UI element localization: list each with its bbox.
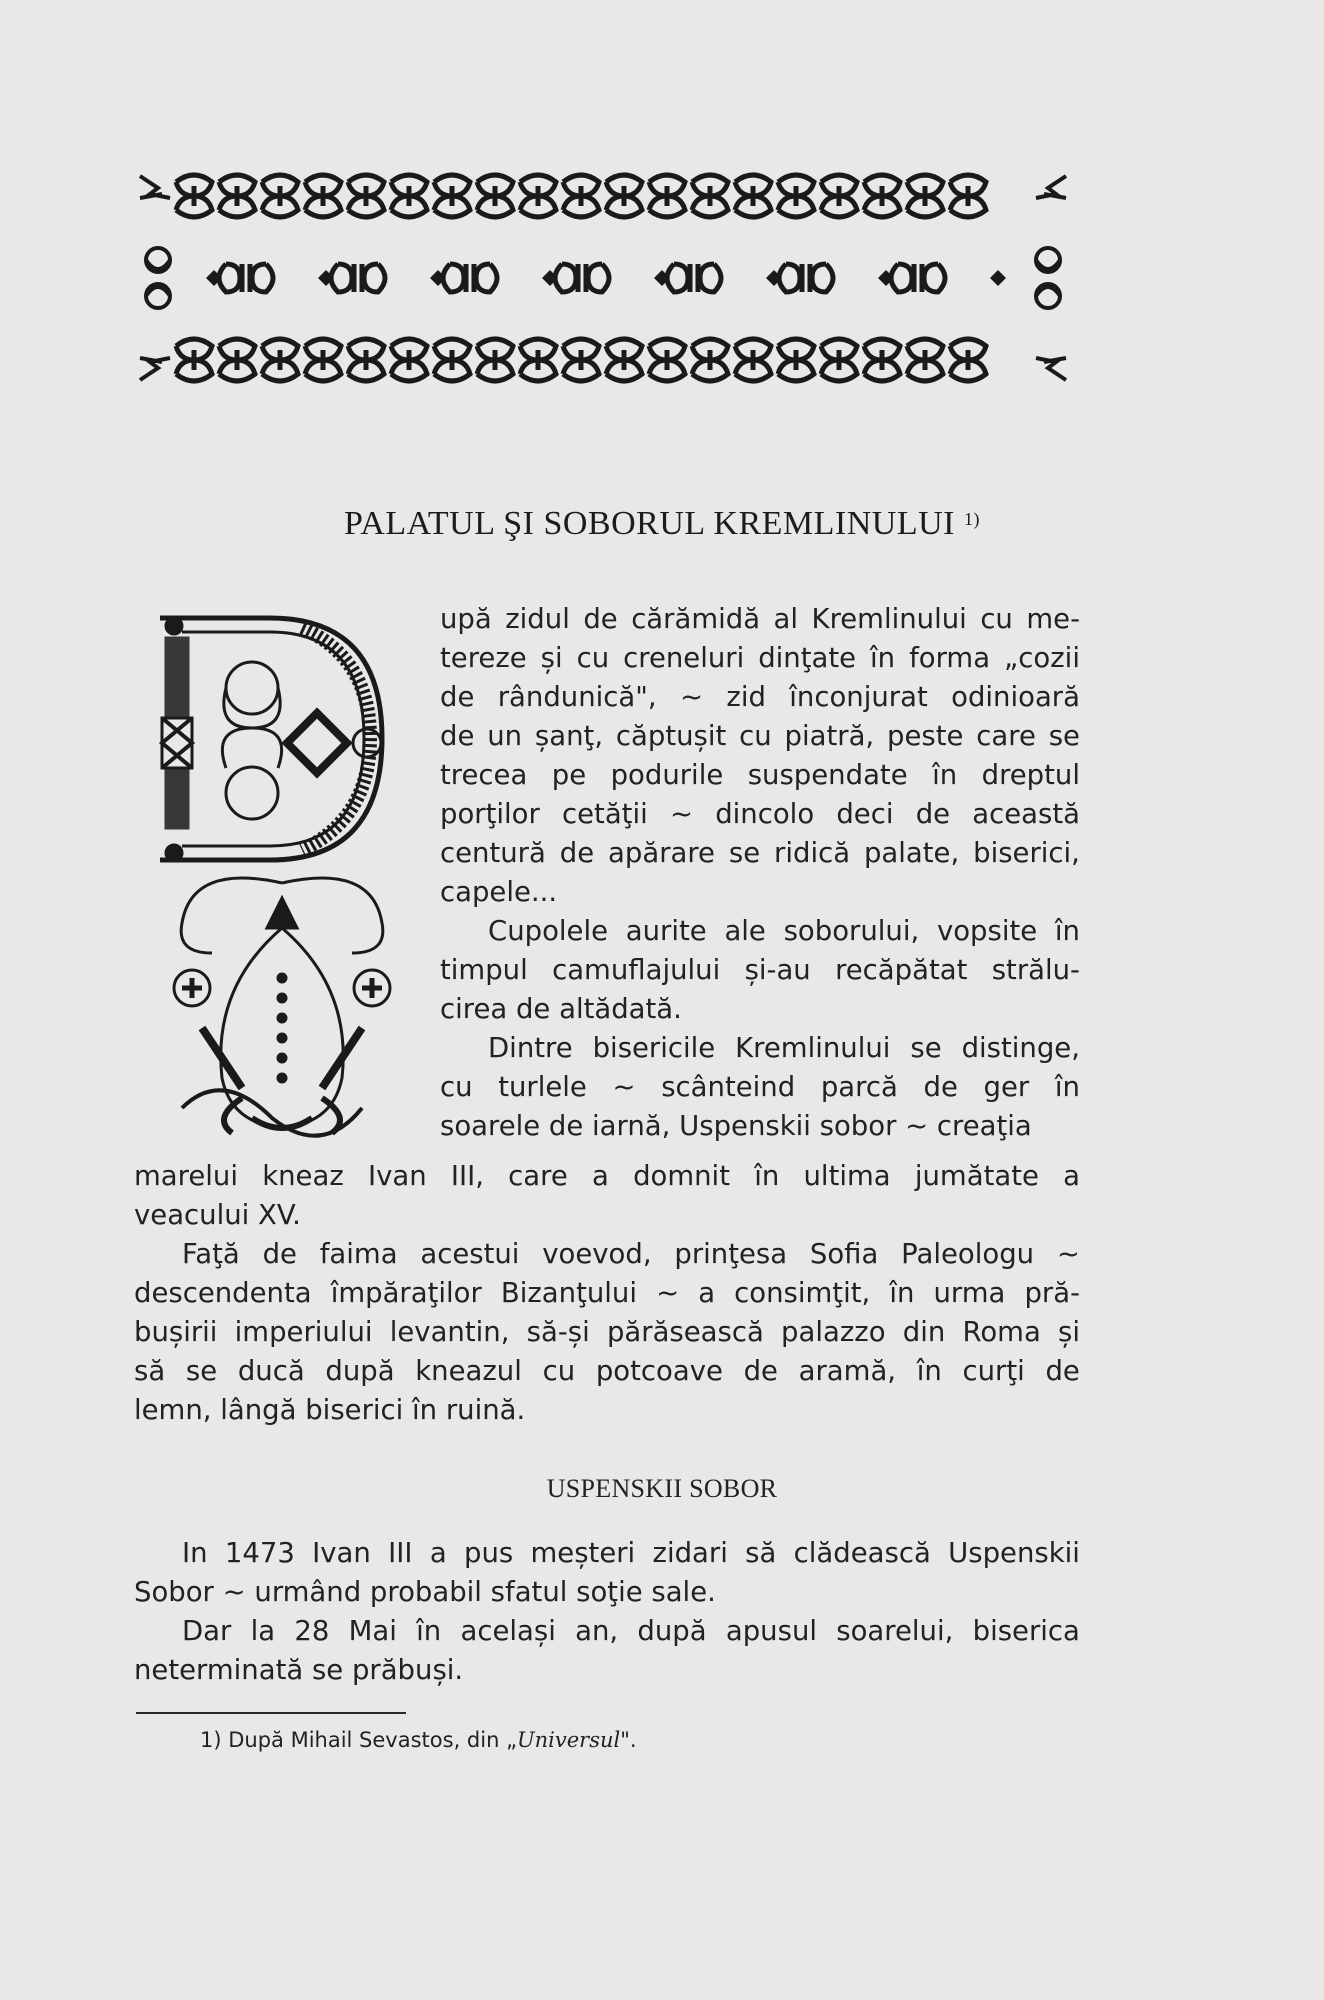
text-line: cu turlele ~ scânteind parcă de ger în (440, 1071, 1080, 1103)
text-line: soarele de iarnă, Uspenskii sobor ~ creaţia (440, 1110, 1032, 1142)
text-line: tereze și cu creneluri dinţate în forma „cozii (440, 642, 1080, 674)
text-line: veacului XV. (134, 1199, 301, 1231)
text-line: neterminată se prăbuși. (134, 1654, 464, 1686)
footnote-rule (136, 1712, 406, 1714)
decorated-initial-d (152, 598, 412, 1144)
text-line: Sobor ~ urmând probabil sfatul soţie sale. (134, 1576, 716, 1608)
footnote (200, 1728, 637, 1752)
paragraph-dintre (440, 1029, 1080, 1146)
text-line: capele... (440, 876, 558, 908)
ornamental-header-band (136, 168, 1070, 388)
text-line: cirea de altădată. (440, 993, 682, 1025)
text-line: de un șanţ, căptușit cu piatră, peste care se (440, 720, 1080, 752)
text-line: centură de apărare se ridică palate, biserici, (440, 837, 1080, 869)
main-text-block (134, 1157, 1080, 1430)
text-line: să se ducă după kneazul cu potcoave de aramă, în curţi de (134, 1355, 1080, 1387)
intro-column (440, 600, 1080, 1146)
text-line: marelui kneaz Ivan III, care a domnit în ultima jumătate a (134, 1160, 1080, 1192)
section-paragraph-2 (134, 1612, 1080, 1690)
title-footnote-marker: 1) (963, 509, 980, 529)
footnote-end: ". (620, 1728, 637, 1752)
text-line: Cupolele aurite ale soborului, vopsite în (488, 915, 1080, 947)
text-line: bușirii imperiului levantin, să-și părăsească palazzo din Roma și (134, 1316, 1080, 1348)
text-line: timpul camuflajului și-au recăpătat strălu- (440, 954, 1080, 986)
text-line: descendenta împăraţilor Bizanţului ~ a consimţit, în urma pră- (134, 1277, 1080, 1309)
paragraph-dintre-continued (134, 1157, 1080, 1235)
text-line: In 1473 Ivan III a pus meșteri zidari să clădească Uspenskii (182, 1537, 1080, 1569)
text-line: porţilor cetăţii ~ dincolo deci de această (440, 798, 1080, 830)
paragraph-fata (134, 1235, 1080, 1430)
section-paragraph-1 (134, 1534, 1080, 1612)
paragraph-cupolele (440, 912, 1080, 1029)
text-line: Dar la 28 Mai în același an, după apusul soarelui, biserica (182, 1615, 1080, 1647)
title-text: PALATUL ŞI SOBORUL KREMLINULUI (344, 505, 955, 542)
footnote-source: Universul (516, 1728, 621, 1752)
intro-paragraph (440, 600, 1080, 912)
text-line: lemn, lângă biserici în ruină. (134, 1394, 526, 1426)
text-line: Dintre bisericile Kremlinului se distinge, (488, 1032, 1080, 1064)
footnote-text: 1) După Mihail Sevastos, din „ (200, 1728, 517, 1752)
section-heading: USPENSKII SOBOR (546, 1474, 778, 1503)
text-line: de rândunică", ~ zid înconjurat odinioară (440, 681, 1080, 713)
text-line: upă zidul de cărămidă al Kremlinului cu me- (440, 603, 1080, 635)
text-line: trecea pe podurile suspendate în dreptul (440, 759, 1080, 791)
section-text-block (134, 1534, 1080, 1690)
page-title (0, 505, 1324, 543)
text-line: Faţă de faima acestui voevod, prinţesa Sofia Paleologu ~ (182, 1238, 1080, 1270)
